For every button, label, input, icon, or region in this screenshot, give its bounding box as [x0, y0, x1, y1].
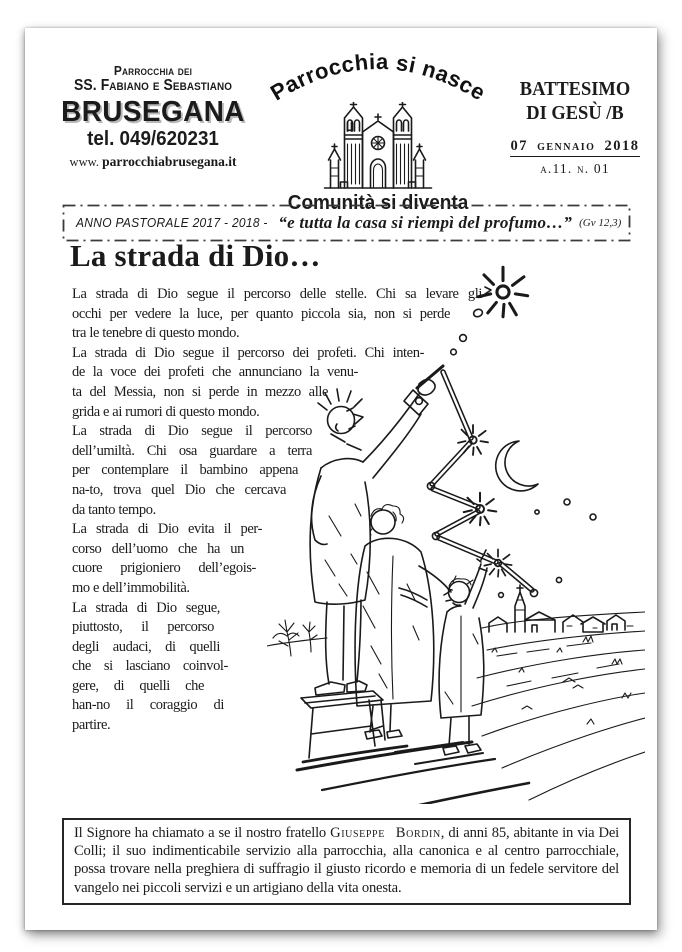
article-line: de la voce dei profeti che annunciano la venu-	[72, 364, 358, 381]
website-domain: parrocchiabrusegana.it	[102, 153, 237, 169]
article-line: La strada di Dio segue il percorso	[72, 423, 312, 440]
church-icon	[317, 102, 439, 194]
parish-website	[39, 155, 267, 170]
article-line: La strada di Dio evita il per-	[72, 521, 262, 538]
obituary-notice	[62, 818, 631, 905]
feast-name-line1: BATTESIMO	[519, 78, 631, 100]
article-title: La strada di Dio…	[70, 238, 321, 273]
article-line: che si lasciano coinvol-	[72, 658, 228, 675]
article-line: ta del Messia, non si perde in mezzo alle	[72, 383, 328, 400]
article-line: mo e dell’immobilità.	[72, 579, 190, 596]
parish-logo-block	[265, 52, 491, 215]
obituary-text-after: , di anni 85, abitante in via Dei Colli; il suo indimenticabile servizio alla parrocchia, alla canonica e al centro parrocchiale, possa trovare nella preghiera di suffragio il giusto ricordo e memoria di un fedele servitore del vangelo nei piccoli servizi e un artigiano della vita onesta.	[74, 825, 620, 896]
parish-name: BRUSEGANA	[61, 95, 245, 128]
obituary-text-before: Il Signore ha chiamato a se il nostro fratello	[74, 825, 331, 841]
article-line: gere, di quelli che	[72, 677, 204, 694]
issue-date: 07 gennaio 2018	[510, 138, 639, 157]
article-line: degli audaci, di quelli	[72, 638, 220, 655]
article-line: tra le tenebre di questo mondo.	[72, 325, 240, 342]
bulletin-page	[25, 28, 657, 930]
motto-bottom: Comunità si diventa	[287, 192, 469, 214]
article-line: na-to, trova quel Dio che cercava	[72, 481, 286, 498]
parish-identity-block	[39, 64, 267, 169]
arched-motto-top	[265, 52, 491, 106]
feast-name-line2: DI GESÙ /B	[526, 101, 624, 124]
pastoral-year-label: ANNO PASTORALE 2017 - 2018 -	[75, 216, 268, 230]
article-line: da tanto tempo.	[72, 501, 156, 518]
article-line: La strada di Dio segue,	[72, 599, 220, 616]
svg-text:Parrocchia si nasce	[266, 52, 490, 105]
article-line: La strada di Dio segue il percorso delle stelle. Chi sa levare gli	[72, 286, 482, 302]
article-line: dell’umiltà. Chi osa guardare a terra	[72, 442, 312, 459]
article-line: han-no il coraggio di	[72, 697, 224, 714]
article-line: corso dell’uomo che ha un	[72, 540, 244, 557]
deceased-name: Giuseppe Bordin	[330, 825, 441, 841]
article-line: partire.	[72, 717, 111, 734]
article-line: per contemplare il bambino appena	[72, 462, 298, 479]
article-body	[72, 285, 634, 736]
article-line: cuore prigioniero dell’egois-	[72, 560, 256, 577]
issue-number: a.11. n. 01	[540, 161, 610, 177]
article-line: grida e ai rumori di questo mondo.	[72, 403, 260, 420]
article-line: occhi per vedere la luce, per quanto piccola sia, non si perde	[72, 305, 450, 322]
arc-motto-text: Parrocchia si nasce	[265, 52, 491, 106]
article-line: piuttosto, il percorso	[72, 619, 214, 636]
scripture-quote: “e tutta la casa si riempì del profumo…”	[278, 213, 573, 232]
pastoral-year-banner	[62, 204, 631, 242]
scripture-citation: (Gv 12,3)	[579, 217, 622, 229]
parish-saints: SS. Fabiano e Sebastiano	[73, 77, 233, 95]
issue-info-block	[491, 78, 659, 177]
parish-phone: tel. 049/620231	[87, 128, 219, 151]
www-prefix: www.	[69, 154, 99, 169]
article-line: La strada di Dio segue il percorso dei profeti. Chi inten-	[72, 344, 424, 361]
parish-label: Parrocchia dei	[113, 63, 193, 78]
ground-shadows	[297, 742, 529, 804]
